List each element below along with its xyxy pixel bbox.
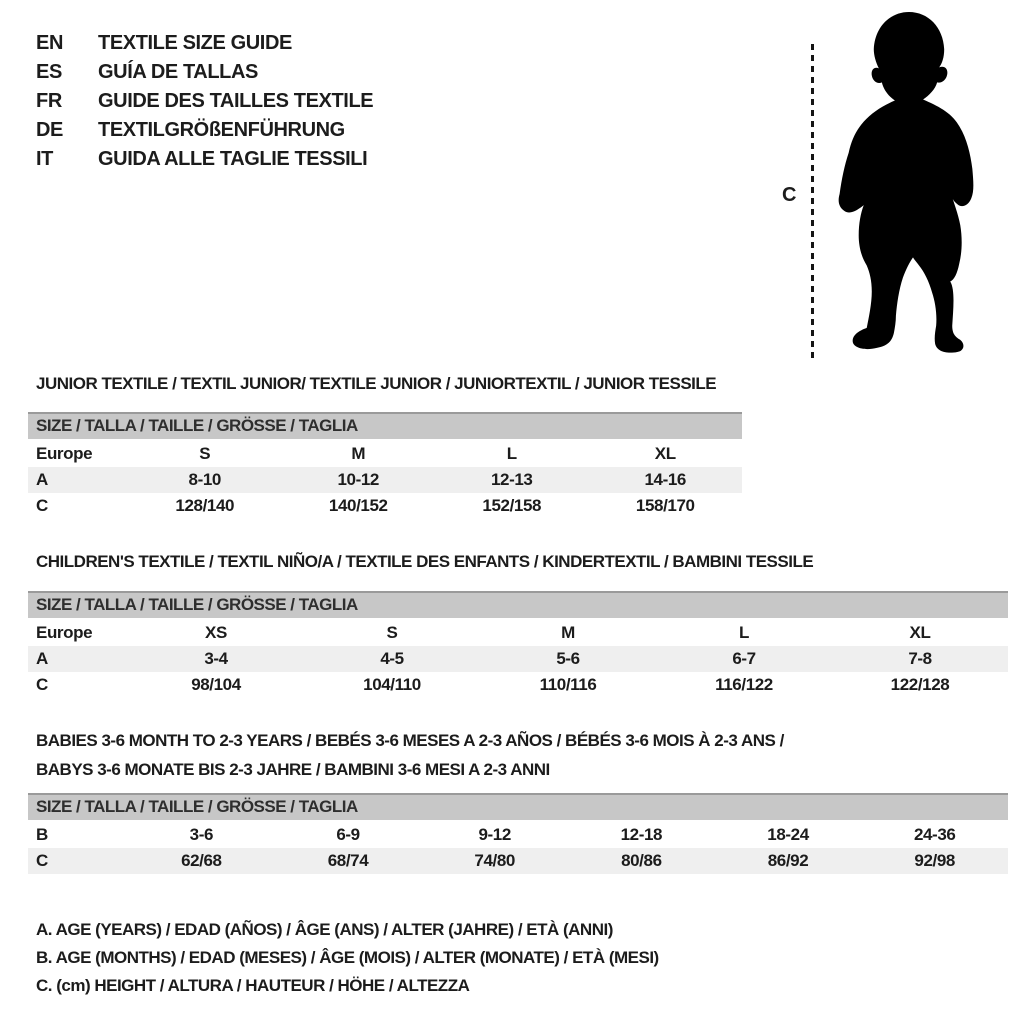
row-label: C	[36, 496, 48, 515]
footnote-line: C. (cm) HEIGHT / ALTURA / HAUTEUR / HÖHE / ALTEZZA	[36, 976, 470, 995]
language-code: DE	[36, 119, 63, 141]
section-junior	[28, 369, 742, 519]
section-title: JUNIOR TEXTILE / TEXTIL JUNIOR/ TEXTILE JUNIOR / JUNIORTEXTIL / JUNIOR TESSILE	[36, 374, 717, 393]
height-measure-label: C	[782, 184, 797, 206]
language-title: GUIDE DES TAILLES TEXTILE	[98, 90, 374, 112]
row-label: C	[36, 675, 48, 694]
footnotes	[36, 916, 659, 1000]
table-cell: 14-16	[644, 470, 686, 489]
table-cell: 9-12	[478, 825, 511, 844]
language-row	[36, 87, 373, 116]
size-table	[28, 591, 1008, 698]
table-cell: 158/170	[635, 496, 695, 515]
table-cell: 5-6	[556, 649, 580, 668]
size-table	[28, 793, 1008, 874]
language-title: GUÍA DE TALLAS	[98, 61, 258, 83]
table-cell: 3-4	[204, 649, 228, 668]
table-cell: 6-9	[336, 825, 360, 844]
table-cell: 68/74	[327, 851, 369, 870]
toddler-silhouette-icon	[828, 8, 994, 360]
language-code: IT	[36, 148, 53, 170]
table-row	[28, 493, 742, 519]
row-label: B	[36, 825, 48, 844]
table-cell: 80/86	[621, 851, 662, 870]
section-title: BABYS 3-6 MONATE BIS 2-3 JAHRE / BAMBINI 3-6 MESI A 2-3 ANNI	[36, 760, 550, 779]
table-cell: 98/104	[191, 675, 241, 694]
table-cell: 74/80	[474, 851, 515, 870]
table-row	[28, 822, 1008, 848]
table-cell: 116/122	[715, 675, 773, 694]
footnote-line: B. AGE (MONTHS) / EDAD (MESES) / ÂGE (MOIS) / ALTER (MONATE) / ETÀ (MESI)	[36, 948, 659, 967]
table-cell: XS	[205, 623, 227, 642]
height-measure-dotted-line	[811, 44, 814, 358]
row-label: Europe	[36, 444, 93, 463]
language-row	[36, 29, 373, 58]
language-row	[36, 58, 373, 87]
table-cell: 128/140	[175, 496, 235, 515]
table-cell: M	[351, 444, 366, 463]
table-cell: 12-18	[620, 825, 663, 844]
section-children	[28, 547, 1008, 698]
table-cell: S	[386, 623, 398, 642]
table-cell: 8-10	[188, 470, 221, 489]
language-code: EN	[36, 32, 63, 54]
table-row	[28, 646, 1008, 672]
table-row	[28, 672, 1008, 698]
table-cell: M	[561, 623, 575, 642]
table-cell: 12-13	[491, 470, 533, 489]
language-title: TEXTILE SIZE GUIDE	[98, 32, 292, 54]
table-cell: L	[506, 444, 517, 463]
table-row	[28, 441, 742, 467]
row-label: C	[36, 851, 48, 870]
table-row	[28, 848, 1008, 874]
language-code: FR	[36, 90, 62, 112]
section-title: BABIES 3-6 MONTH TO 2-3 YEARS / BEBÉS 3-6 MESES A 2-3 AÑOS / BÉBÉS 3-6 MOIS À 2-3 ANS /	[36, 731, 784, 750]
table-cell: 110/116	[539, 675, 597, 694]
table-cell: 92/98	[914, 851, 955, 870]
table-row	[28, 620, 1008, 646]
table-cell: L	[739, 623, 749, 642]
language-title-list	[36, 29, 373, 174]
size-table	[28, 412, 742, 519]
language-title: TEXTILGRÖßENFÜHRUNG	[98, 119, 345, 141]
table-cell: 18-24	[767, 825, 809, 844]
row-label: Europe	[36, 623, 93, 642]
language-row	[36, 116, 373, 145]
language-title: GUIDA ALLE TAGLIE TESSILI	[98, 148, 368, 170]
table-row	[28, 467, 742, 493]
table-cell: XL	[909, 623, 931, 642]
footnote-line: A. AGE (YEARS) / EDAD (AÑOS) / ÂGE (ANS) / ALTER (JAHRE) / ETÀ (ANNI)	[36, 920, 613, 939]
language-code: ES	[36, 61, 62, 83]
table-cell: 7-8	[908, 649, 932, 668]
table-cell: 152/158	[482, 496, 542, 515]
table-cell: 140/152	[328, 496, 388, 515]
table-cell: 62/68	[181, 851, 222, 870]
language-row	[36, 145, 373, 174]
table-cell: S	[199, 444, 211, 463]
size-table-header: SIZE / TALLA / TAILLE / GRÖSSE / TAGLIA	[28, 793, 1008, 820]
table-cell: XL	[654, 444, 676, 463]
size-table-header: SIZE / TALLA / TAILLE / GRÖSSE / TAGLIA	[28, 412, 742, 439]
table-cell: 122/128	[890, 675, 950, 694]
table-cell: 3-6	[189, 825, 214, 844]
row-label: A	[36, 649, 48, 668]
table-cell: 86/92	[767, 851, 809, 870]
size-table-header: SIZE / TALLA / TAILLE / GRÖSSE / TAGLIA	[28, 591, 1008, 618]
table-cell: 6-7	[732, 649, 756, 668]
table-cell: 104/110	[363, 675, 421, 694]
section-babies	[28, 726, 1008, 874]
row-label: A	[36, 470, 48, 489]
table-cell: 4-5	[380, 649, 404, 668]
table-cell: 24-36	[913, 825, 956, 844]
table-cell: 10-12	[337, 470, 379, 489]
section-title: CHILDREN'S TEXTILE / TEXTIL NIÑO/A / TEXTILE DES ENFANTS / KINDERTEXTIL / BAMBINI TESSILE	[36, 552, 814, 571]
